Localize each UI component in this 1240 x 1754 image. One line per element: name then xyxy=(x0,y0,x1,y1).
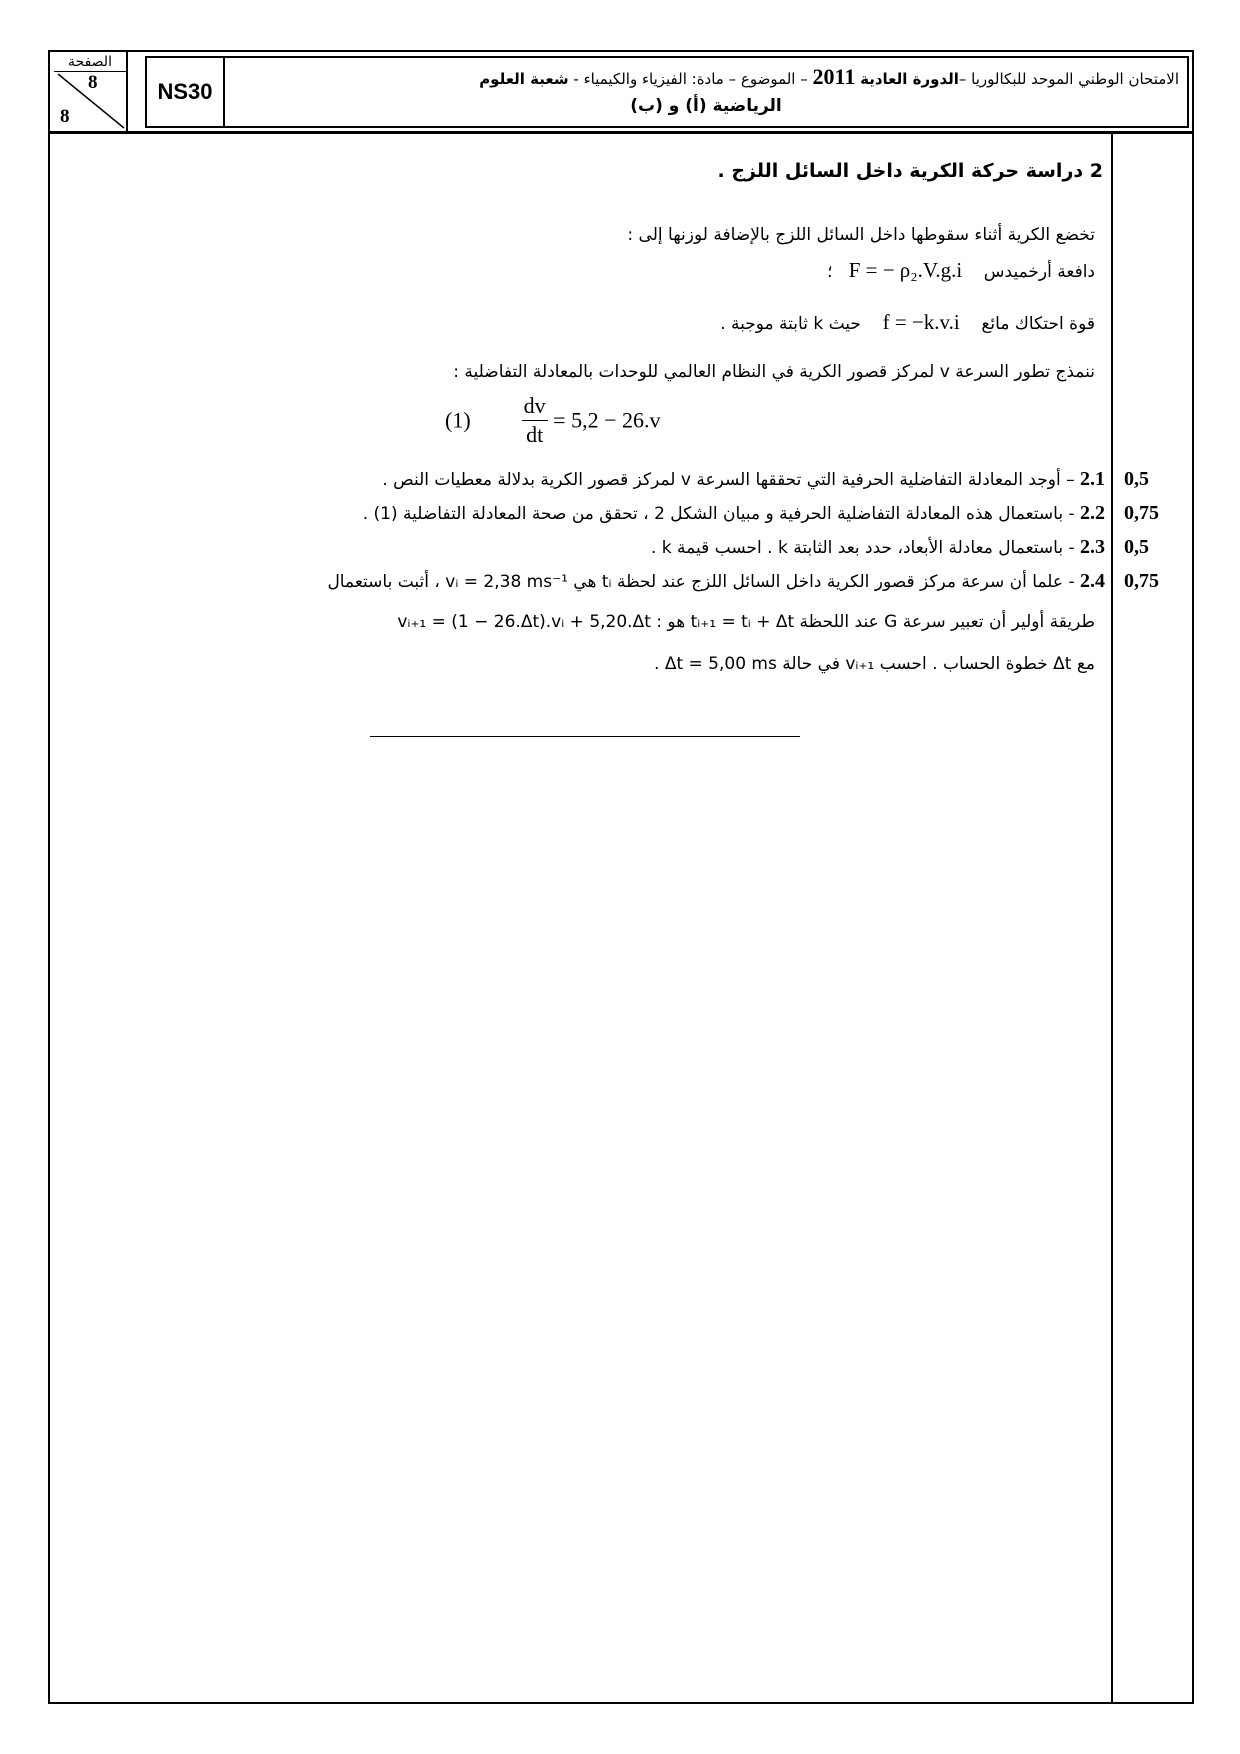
equation-rhs: = 5,2 − 26.v xyxy=(553,407,661,433)
question-2-3 xyxy=(651,536,1105,559)
title-part2: – الموضوع – مادة: الفيزياء والكيمياء - xyxy=(573,70,808,88)
question-number: 2.4 xyxy=(1080,570,1105,592)
equation-numerator: dv xyxy=(522,392,548,421)
section-title xyxy=(718,160,1103,182)
points-2-3: 0,5 xyxy=(1124,536,1149,558)
page-frame xyxy=(48,50,1194,1704)
exam-title-line1 xyxy=(479,64,1179,90)
question-2-2 xyxy=(363,502,1105,525)
points-2-2: 0,75 xyxy=(1124,502,1159,524)
question-2-1 xyxy=(382,468,1105,491)
points-2-4: 0,75 xyxy=(1124,570,1159,592)
section-number: 2 xyxy=(1089,160,1103,182)
friction-label: قوة احتكاك مائع xyxy=(981,314,1095,334)
exam-title-box xyxy=(225,56,1189,128)
exam-title-line2: الرياضية (أ) و (ب) xyxy=(630,96,782,116)
archimedes-label: دافعة أرخميدس xyxy=(983,262,1095,282)
exam-code: NS30 xyxy=(145,56,225,128)
question-2-4 xyxy=(327,570,1105,593)
title-session: الدورة العادية xyxy=(860,70,959,88)
page-label: الصفحة xyxy=(54,53,126,72)
question-number: 2.2 xyxy=(1080,502,1105,524)
title-branch: شعبة العلوم xyxy=(479,70,569,88)
page-current: 8 xyxy=(88,72,98,93)
equation-fraction xyxy=(522,392,548,449)
question-text: – أوجد المعادلة التفاضلية الحرفية التي تحققها السرعة v لمركز قصور الكرية بدلالة معطيات النص . xyxy=(382,470,1075,490)
question-text: - باستعمال معادلة الأبعاد، حدد بعد الثابتة k . احسب قيمة k . xyxy=(650,538,1075,558)
end-separator xyxy=(370,736,800,737)
points-column-divider xyxy=(1111,134,1113,1704)
friction-formula: f = −k.v.i xyxy=(882,310,960,334)
question-2-4-line2: طريقة أولير أن تعبير سرعة G عند اللحظة tᵢ₊₁ = tᵢ + Δt هو : vᵢ₊₁ = (1 − 26.Δt).vᵢ + 5,20.Δt xyxy=(397,612,1095,632)
model-line: ننمذج تطور السرعة v لمركز قصور الكرية في النظام العالمي للوحدات بالمعادلة التفاضلية : xyxy=(453,362,1095,382)
intro-line: تخضع الكرية أثناء سقوطها داخل السائل اللزج بالإضافة لوزنها إلى : xyxy=(627,225,1095,245)
differential-equation xyxy=(445,392,660,449)
friction-line xyxy=(720,310,1095,335)
archimedes-separator: ؛ xyxy=(827,262,833,282)
equation-denominator: dt xyxy=(526,422,544,447)
archimedes-formula: F = − ρ₂.V.g.i xyxy=(848,258,963,282)
page-total: 8 xyxy=(60,106,70,127)
points-2-1: 0,5 xyxy=(1124,468,1149,490)
title-year: 2011 xyxy=(812,64,856,89)
question-text: - باستعمال هذه المعادلة التفاضلية الحرفية و مبيان الشكل 2 ، تحقق من صحة المعادلة التفاضلية (1) . xyxy=(362,504,1075,524)
title-part1: الامتحان الوطني الموحد للبكالوريا – xyxy=(958,70,1179,88)
archimedes-line xyxy=(827,258,1095,283)
question-number: 2.1 xyxy=(1080,468,1105,490)
question-2-4-line3: مع Δt خطوة الحساب . احسب vᵢ₊₁ في حالة Δt = 5,00 ms . xyxy=(654,654,1095,674)
section-title-text: دراسة حركة الكرية داخل السائل اللزج . xyxy=(717,160,1084,182)
question-text: - علما أن سرعة مركز قصور الكرية داخل السائل اللزج عند لحظة tᵢ هي vᵢ = 2,38 ms⁻¹ ، أثبت باستعمال xyxy=(327,572,1075,592)
equation-number: (1) xyxy=(445,407,471,433)
question-number: 2.3 xyxy=(1080,536,1105,558)
friction-tail: حيث k ثابتة موجبة . xyxy=(720,314,861,334)
